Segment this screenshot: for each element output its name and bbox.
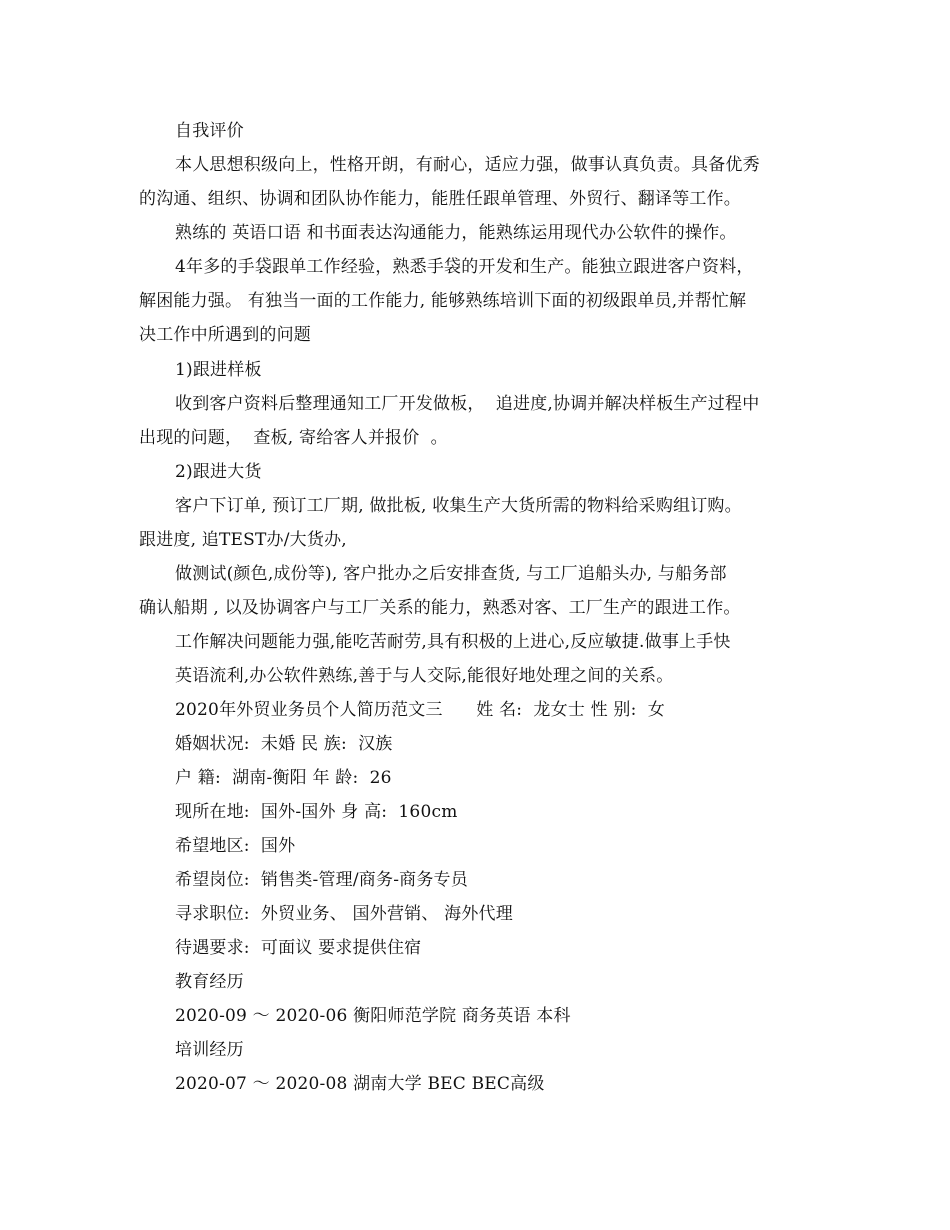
paragraph-line: 决工作中所遇到的问题 <box>139 325 311 345</box>
paragraph-line: 收到客户资料后整理通知工厂开发做板， 追进度,协调并解决样板生产过程中 <box>175 394 760 414</box>
paragraph-line: 熟练的 英语口语 和书面表达沟通能力，能熟练运用现代办公软件的操作。 <box>175 223 737 243</box>
info-line: 希望岗位: 销售类-管理/商务-商务专员 <box>175 870 468 890</box>
paragraph-line: 跟进度, 追TEST办/大货办, <box>139 530 347 550</box>
paragraph-line: 4年多的手袋跟单工作经验，熟悉手袋的开发和生产。能独立跟进客户资料， <box>175 257 754 277</box>
paragraph-line: 客户下订单, 预订工厂期, 做批板, 收集生产大货所需的物料给采购组订购。 <box>175 496 742 516</box>
paragraph-line: 解困能力强。 有独当一面的工作能力, 能够熟练培训下面的初级跟单员,并帮忙解 <box>139 291 747 311</box>
paragraph-line: 本人思想积级向上，性格开朗，有耐心，适应力强，做事认真负责。具备优秀 <box>175 155 760 175</box>
paragraph-line: 工作解决问题能力强,能吃苦耐劳,具有积极的上进心,反应敏捷.做事上手快 <box>175 632 731 652</box>
section-heading-self-evaluation: 自我评价 <box>175 121 244 141</box>
subheading-follow-sample: 1)跟进样板 <box>175 360 262 380</box>
info-line: 现所在地: 国外-国外 身 高: 160cm <box>175 802 458 822</box>
training-entry: 2020-07 ～ 2020-08 湖南大学 BEC BEC高级 <box>175 1074 545 1094</box>
subheading-follow-bulk: 2)跟进大货 <box>175 462 262 482</box>
info-line: 婚姻状况: 未婚 民 族: 汉族 <box>175 734 393 754</box>
info-line: 待遇要求: 可面议 要求提供住宿 <box>175 938 422 958</box>
education-entry: 2020-09 ～ 2020-06 衡阳师范学院 商务英语 本科 <box>175 1006 571 1026</box>
info-line: 寻求职位: 外贸业务、 国外营销、 海外代理 <box>175 904 513 924</box>
section-heading-education: 教育经历 <box>175 972 244 992</box>
resume-title-line: 2020年外贸业务员个人简历范文三 姓 名: 龙女士 性 别: 女 <box>175 700 665 720</box>
info-line: 户 籍: 湖南-衡阳 年 龄: 26 <box>175 768 392 788</box>
paragraph-line: 做测试(颜色,成份等), 客户批办之后安排查货, 与工厂追船头办, 与船务部 <box>175 564 727 584</box>
paragraph-line: 出现的问题， 查板, 寄给客人并报价 。 <box>139 428 448 448</box>
paragraph-line: 的沟通、组织、协调和团队协作能力，能胜任跟单管理、外贸行、翻译等工作。 <box>139 189 741 209</box>
info-line: 希望地区: 国外 <box>175 836 296 856</box>
paragraph-line: 英语流利,办公软件熟练,善于与人交际,能很好地处理之间的关系。 <box>175 666 674 686</box>
paragraph-line: 确认船期 , 以及协调客户与工厂关系的能力，熟悉对客、工厂生产的跟进工作。 <box>139 598 741 618</box>
section-heading-training: 培训经历 <box>175 1040 244 1060</box>
